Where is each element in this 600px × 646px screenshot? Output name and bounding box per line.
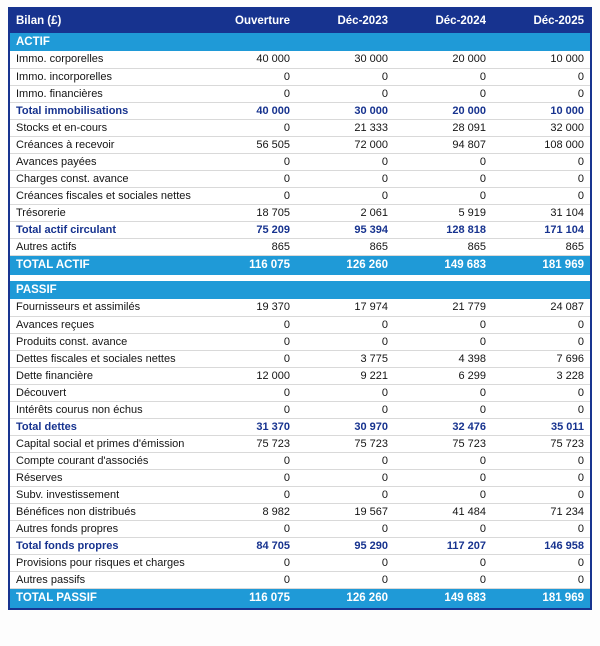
table-row — [10, 221, 590, 238]
row-value: 0 — [198, 170, 296, 187]
row-value: 71 234 — [492, 503, 590, 520]
row-label: Fournisseurs et assimilés — [10, 299, 198, 316]
row-label: Réserves — [10, 469, 198, 486]
row-value: 0 — [198, 119, 296, 136]
row-label: Trésorerie — [10, 204, 198, 221]
row-value: 30 000 — [296, 102, 394, 119]
row-value: 0 — [296, 384, 394, 401]
row-value: 17 974 — [296, 299, 394, 316]
row-value: 0 — [198, 401, 296, 418]
row-value: 0 — [492, 85, 590, 102]
balance-sheet-table — [8, 7, 592, 610]
row-value: 0 — [198, 68, 296, 85]
row-label: Subv. investissement — [10, 486, 198, 503]
row-value: 95 394 — [296, 221, 394, 238]
table-row — [10, 316, 590, 333]
row-value: 0 — [394, 469, 492, 486]
row-value: 75 723 — [492, 435, 590, 452]
row-value: 0 — [198, 520, 296, 537]
row-value: 18 705 — [198, 204, 296, 221]
table-row — [10, 571, 590, 588]
row-value: 0 — [492, 452, 590, 469]
row-value: 0 — [296, 333, 394, 350]
table-row — [10, 503, 590, 520]
row-value: 0 — [296, 520, 394, 537]
row-value: 0 — [296, 316, 394, 333]
row-label: Dette financière — [10, 367, 198, 384]
row-value: 20 000 — [394, 51, 492, 68]
total-value: 181 969 — [492, 255, 590, 275]
section-total-row — [10, 255, 590, 275]
row-label: Avances payées — [10, 153, 198, 170]
table-row — [10, 136, 590, 153]
row-value: 865 — [296, 238, 394, 255]
row-value: 0 — [198, 452, 296, 469]
table-row — [10, 187, 590, 204]
row-value: 56 505 — [198, 136, 296, 153]
row-value: 0 — [492, 68, 590, 85]
row-value: 0 — [198, 469, 296, 486]
row-label: Autres actifs — [10, 238, 198, 255]
row-label: Autres fonds propres — [10, 520, 198, 537]
row-value: 0 — [198, 153, 296, 170]
row-value: 35 011 — [492, 418, 590, 435]
row-label: Immo. corporelles — [10, 51, 198, 68]
row-value: 0 — [296, 571, 394, 588]
row-value: 0 — [394, 187, 492, 204]
row-value: 108 000 — [492, 136, 590, 153]
row-value: 0 — [394, 452, 492, 469]
header-row — [10, 9, 590, 33]
row-value: 8 982 — [198, 503, 296, 520]
table-row — [10, 486, 590, 503]
row-value: 0 — [296, 85, 394, 102]
row-value: 0 — [198, 333, 296, 350]
row-value: 0 — [492, 554, 590, 571]
row-value: 865 — [394, 238, 492, 255]
row-value: 0 — [296, 486, 394, 503]
table-row — [10, 520, 590, 537]
row-value: 31 104 — [492, 204, 590, 221]
section-header-row — [10, 33, 590, 51]
row-value: 0 — [296, 68, 394, 85]
row-value: 32 000 — [492, 119, 590, 136]
total-label: TOTAL PASSIF — [10, 588, 198, 608]
section-total-row — [10, 588, 590, 608]
row-value: 21 333 — [296, 119, 394, 136]
row-value: 75 723 — [296, 435, 394, 452]
row-label: Capital social et primes d'émission — [10, 435, 198, 452]
total-value: 116 075 — [198, 255, 296, 275]
row-value: 0 — [492, 187, 590, 204]
row-value: 0 — [394, 170, 492, 187]
row-value: 40 000 — [198, 51, 296, 68]
row-label: Total fonds propres — [10, 537, 198, 554]
table-row — [10, 299, 590, 316]
row-value: 0 — [394, 520, 492, 537]
row-value: 21 779 — [394, 299, 492, 316]
row-label: Total dettes — [10, 418, 198, 435]
row-value: 0 — [394, 68, 492, 85]
total-value: 126 260 — [296, 588, 394, 608]
row-label: Provisions pour risques et charges — [10, 554, 198, 571]
row-label: Autres passifs — [10, 571, 198, 588]
row-value: 0 — [492, 170, 590, 187]
row-value: 0 — [394, 571, 492, 588]
row-label: Produits const. avance — [10, 333, 198, 350]
row-value: 0 — [198, 571, 296, 588]
row-value: 95 290 — [296, 537, 394, 554]
row-value: 19 567 — [296, 503, 394, 520]
row-value: 0 — [296, 153, 394, 170]
table-row — [10, 384, 590, 401]
row-value: 0 — [394, 153, 492, 170]
row-value: 30 000 — [296, 51, 394, 68]
row-value: 865 — [198, 238, 296, 255]
section-header-row — [10, 281, 590, 299]
row-value: 0 — [296, 401, 394, 418]
row-label: Immo. incorporelles — [10, 68, 198, 85]
row-value: 0 — [198, 316, 296, 333]
row-value: 0 — [394, 384, 492, 401]
row-value: 0 — [296, 170, 394, 187]
row-value: 0 — [198, 486, 296, 503]
row-label: Découvert — [10, 384, 198, 401]
row-value: 0 — [296, 187, 394, 204]
total-label: TOTAL ACTIF — [10, 255, 198, 275]
row-value: 0 — [394, 316, 492, 333]
table-row — [10, 68, 590, 85]
row-value: 41 484 — [394, 503, 492, 520]
table-row — [10, 51, 590, 68]
table-row — [10, 350, 590, 367]
row-value: 0 — [492, 486, 590, 503]
total-value: 149 683 — [394, 588, 492, 608]
table-row — [10, 85, 590, 102]
row-value: 0 — [296, 469, 394, 486]
row-value: 10 000 — [492, 102, 590, 119]
row-value: 0 — [492, 469, 590, 486]
row-value: 75 209 — [198, 221, 296, 238]
row-value: 0 — [492, 520, 590, 537]
row-value: 0 — [394, 486, 492, 503]
row-label: Créances à recevoir — [10, 136, 198, 153]
row-value: 75 723 — [198, 435, 296, 452]
row-value: 0 — [492, 571, 590, 588]
row-label: Total actif circulant — [10, 221, 198, 238]
row-value: 3 775 — [296, 350, 394, 367]
section-header-label: PASSIF — [10, 281, 590, 299]
bilan-table — [10, 9, 590, 608]
table-row — [10, 333, 590, 350]
total-value: 116 075 — [198, 588, 296, 608]
table-row — [10, 170, 590, 187]
row-value: 7 696 — [492, 350, 590, 367]
row-value: 0 — [492, 153, 590, 170]
table-title: Bilan (£) — [10, 9, 198, 33]
row-value: 0 — [492, 316, 590, 333]
row-value: 117 207 — [394, 537, 492, 554]
row-value: 171 104 — [492, 221, 590, 238]
table-row — [10, 452, 590, 469]
table-row — [10, 537, 590, 554]
row-label: Charges const. avance — [10, 170, 198, 187]
column-header-dec-2023: Déc-2023 — [296, 9, 394, 33]
row-value: 0 — [198, 384, 296, 401]
row-value: 32 476 — [394, 418, 492, 435]
row-label: Dettes fiscales et sociales nettes — [10, 350, 198, 367]
table-row — [10, 102, 590, 119]
table-row — [10, 435, 590, 452]
row-label: Total immobilisations — [10, 102, 198, 119]
row-value: 40 000 — [198, 102, 296, 119]
row-value: 0 — [296, 554, 394, 571]
row-value: 10 000 — [492, 51, 590, 68]
row-value: 128 818 — [394, 221, 492, 238]
row-value: 0 — [394, 333, 492, 350]
row-value: 4 398 — [394, 350, 492, 367]
column-header-ouverture: Ouverture — [198, 9, 296, 33]
row-value: 12 000 — [198, 367, 296, 384]
row-value: 5 919 — [394, 204, 492, 221]
row-value: 19 370 — [198, 299, 296, 316]
row-label: Stocks et en-cours — [10, 119, 198, 136]
row-value: 84 705 — [198, 537, 296, 554]
section-header-label: ACTIF — [10, 33, 590, 51]
row-value: 0 — [492, 401, 590, 418]
row-value: 0 — [198, 554, 296, 571]
row-value: 20 000 — [394, 102, 492, 119]
row-value: 0 — [198, 85, 296, 102]
row-label: Intérêts courus non échus — [10, 401, 198, 418]
row-value: 0 — [492, 333, 590, 350]
row-value: 6 299 — [394, 367, 492, 384]
row-label: Bénéfices non distribués — [10, 503, 198, 520]
row-value: 9 221 — [296, 367, 394, 384]
row-value: 2 061 — [296, 204, 394, 221]
row-value: 0 — [198, 187, 296, 204]
row-value: 31 370 — [198, 418, 296, 435]
row-value: 28 091 — [394, 119, 492, 136]
row-value: 0 — [394, 401, 492, 418]
table-row — [10, 554, 590, 571]
row-value: 30 970 — [296, 418, 394, 435]
table-row — [10, 204, 590, 221]
row-label: Compte courant d'associés — [10, 452, 198, 469]
row-label: Immo. financières — [10, 85, 198, 102]
row-value: 865 — [492, 238, 590, 255]
table-row — [10, 367, 590, 384]
row-value: 24 087 — [492, 299, 590, 316]
table-row — [10, 401, 590, 418]
row-value: 75 723 — [394, 435, 492, 452]
table-row — [10, 469, 590, 486]
table-row — [10, 119, 590, 136]
table-row — [10, 418, 590, 435]
row-value: 0 — [296, 452, 394, 469]
balance-table-body — [10, 33, 590, 608]
row-value: 0 — [394, 554, 492, 571]
column-header-dec-2025: Déc-2025 — [492, 9, 590, 33]
row-value: 0 — [394, 85, 492, 102]
row-label: Créances fiscales et sociales nettes — [10, 187, 198, 204]
row-value: 3 228 — [492, 367, 590, 384]
row-value: 146 958 — [492, 537, 590, 554]
table-row — [10, 238, 590, 255]
row-label: Avances reçues — [10, 316, 198, 333]
column-header-dec-2024: Déc-2024 — [394, 9, 492, 33]
row-value: 0 — [198, 350, 296, 367]
total-value: 149 683 — [394, 255, 492, 275]
total-value: 126 260 — [296, 255, 394, 275]
total-value: 181 969 — [492, 588, 590, 608]
row-value: 94 807 — [394, 136, 492, 153]
table-row — [10, 153, 590, 170]
row-value: 0 — [492, 384, 590, 401]
row-value: 72 000 — [296, 136, 394, 153]
